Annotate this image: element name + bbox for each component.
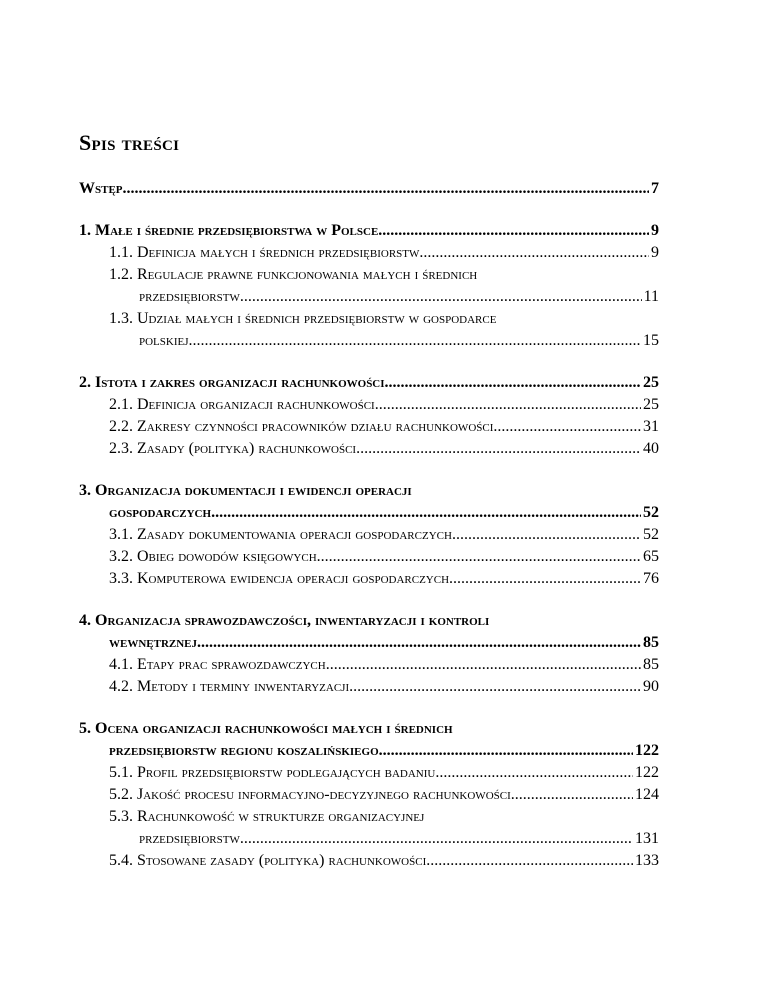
toc-entry-title: 4.2. Metody i terminy inwentaryzacji — [109, 678, 350, 695]
toc-entry-title: 1.3. Udział małych i średnich przedsiębiorstw w gospodarce — [109, 310, 497, 327]
toc-entry-title: 5.1. Profil przedsiębiorstw podlegających badaniu — [109, 764, 436, 781]
toc-page-number: 11 — [643, 288, 659, 305]
dot-leader — [189, 330, 641, 352]
toc-chapter-continuation[interactable] — [79, 632, 659, 654]
toc-entry-title-cont: przedsiębiorstw — [139, 288, 240, 305]
toc-entry-title: 1.1. Definicja małych i średnich przedsiębiorstw — [109, 244, 420, 261]
toc-entry-title: 4.1. Etapy prac sprawozdawczych — [109, 656, 326, 673]
toc-entry-title: 2. Istota i zakres organizacji rachunkowości — [79, 374, 385, 391]
dot-leader — [349, 676, 641, 698]
toc-chapter[interactable] — [79, 372, 659, 394]
toc-subentry[interactable] — [79, 264, 659, 286]
toc-entry-title: 2.3. Zasady (polityka) rachunkowości — [109, 440, 357, 457]
toc-subentry[interactable] — [79, 784, 659, 806]
toc-subentry[interactable] — [79, 524, 659, 546]
toc-subentry[interactable] — [79, 850, 659, 872]
toc-page-number: 25 — [643, 396, 659, 413]
toc-entry-title-cont: wewnętrznej — [109, 634, 198, 651]
toc-subentry[interactable] — [79, 762, 659, 784]
toc-page-number: 31 — [643, 418, 659, 435]
toc-page-number: 25 — [643, 374, 659, 391]
dot-leader — [378, 220, 649, 242]
toc-subentry[interactable] — [79, 676, 659, 698]
toc-chapter[interactable] — [79, 480, 659, 502]
toc-section — [79, 480, 659, 590]
dot-leader — [452, 524, 641, 546]
toc-subentry[interactable] — [79, 416, 659, 438]
toc-page-number: 52 — [643, 504, 659, 521]
toc-subentry[interactable] — [79, 654, 659, 676]
toc-section — [79, 718, 659, 872]
toc-page-number: 124 — [635, 786, 659, 803]
toc-chapter[interactable] — [79, 220, 659, 242]
dot-leader — [123, 178, 649, 200]
toc-page-number: 9 — [651, 244, 659, 261]
dot-leader — [435, 762, 633, 784]
dot-leader — [240, 828, 633, 850]
dot-leader — [326, 654, 641, 676]
toc-subentry-continuation[interactable] — [79, 286, 659, 308]
toc-entry-title: 5.3. Rachunkowość w strukturze organizacyjnej — [109, 808, 425, 825]
dot-leader — [211, 502, 641, 524]
dot-leader — [240, 286, 642, 308]
toc-page-number: 15 — [643, 332, 659, 349]
toc-page-number: 76 — [643, 570, 659, 587]
dot-leader — [449, 568, 641, 590]
toc-entry-title: 3.3. Komputerowa ewidencja operacji gospodarczych — [109, 570, 450, 587]
toc-entry-title: 3. Organizacja dokumentacji i ewidencji operacji — [79, 482, 412, 499]
dot-leader — [197, 632, 641, 654]
dot-leader — [385, 372, 641, 394]
toc-subentry[interactable] — [79, 806, 659, 828]
dot-leader — [356, 438, 641, 460]
toc-entry-title: 2.1. Definicja organizacji rachunkowości — [109, 396, 375, 413]
toc-entry[interactable] — [79, 178, 659, 200]
toc-section — [79, 610, 659, 698]
toc-entry-title: 1. Małe i średnie przedsiębiorstwa w Polsce — [79, 222, 379, 239]
table-of-contents — [79, 178, 659, 892]
toc-chapter-continuation[interactable] — [79, 502, 659, 524]
toc-page-number: 65 — [643, 548, 659, 565]
toc-entry-title-cont: polskiej — [139, 332, 189, 349]
toc-section — [79, 178, 659, 200]
toc-entry-title: 5.2. Jakość procesu informacyjno-decyzyjnego rachunkowości — [109, 786, 511, 803]
toc-section — [79, 372, 659, 460]
toc-entry-title-cont: przedsiębiorstw regionu koszalińskiego — [109, 742, 379, 759]
dot-leader — [419, 242, 649, 264]
toc-chapter[interactable] — [79, 718, 659, 740]
toc-entry-title-cont: przedsiębiorstw — [139, 830, 240, 847]
toc-page-number: 90 — [643, 678, 659, 695]
toc-entry-title: 3.1. Zasady dokumentowania operacji gospodarczych — [109, 526, 452, 543]
toc-subentry[interactable] — [79, 394, 659, 416]
toc-page-number: 9 — [651, 222, 659, 239]
toc-entry-title-cont: gospodarczych — [109, 504, 212, 521]
toc-page-number: 52 — [643, 526, 659, 543]
toc-subentry[interactable] — [79, 308, 659, 330]
dot-leader — [317, 546, 641, 568]
dot-leader — [426, 850, 633, 872]
toc-page-number: 133 — [635, 852, 659, 869]
toc-subentry[interactable] — [79, 546, 659, 568]
toc-page-number: 7 — [651, 180, 659, 197]
toc-subentry[interactable] — [79, 242, 659, 264]
toc-chapter[interactable] — [79, 610, 659, 632]
toc-entry-title: 3.2. Obieg dowodów księgowych — [109, 548, 317, 565]
toc-page-number: 85 — [643, 656, 659, 673]
toc-chapter-continuation[interactable] — [79, 740, 659, 762]
toc-subentry[interactable] — [79, 568, 659, 590]
dot-leader — [511, 784, 633, 806]
toc-subentry[interactable] — [79, 438, 659, 460]
toc-page-number: 131 — [635, 830, 659, 847]
toc-entry-title: Wstęp — [79, 180, 123, 197]
toc-entry-title: 2.2. Zakresy czynności pracowników działu rachunkowości — [109, 418, 494, 435]
toc-subentry-continuation[interactable] — [79, 828, 659, 850]
toc-section — [79, 220, 659, 352]
toc-page-number: 85 — [643, 634, 659, 651]
toc-entry-title: 5.4. Stosowane zasady (polityka) rachunkowości — [109, 852, 427, 869]
toc-page-number: 40 — [643, 440, 659, 457]
toc-page-number: 122 — [635, 742, 659, 759]
dot-leader — [375, 394, 641, 416]
toc-entry-title: 4. Organizacja sprawozdawczości, inwentaryzacji i kontroli — [79, 612, 490, 629]
toc-page-number: 122 — [635, 764, 659, 781]
toc-subentry-continuation[interactable] — [79, 330, 659, 352]
page-title: Spis treści — [79, 130, 180, 155]
dot-leader — [379, 740, 633, 762]
dot-leader — [493, 416, 641, 438]
toc-entry-title: 5. Ocena organizacji rachunkowości małych i średnich — [79, 720, 453, 737]
toc-entry-title: 1.2. Regulacje prawne funkcjonowania małych i średnich — [109, 266, 478, 283]
